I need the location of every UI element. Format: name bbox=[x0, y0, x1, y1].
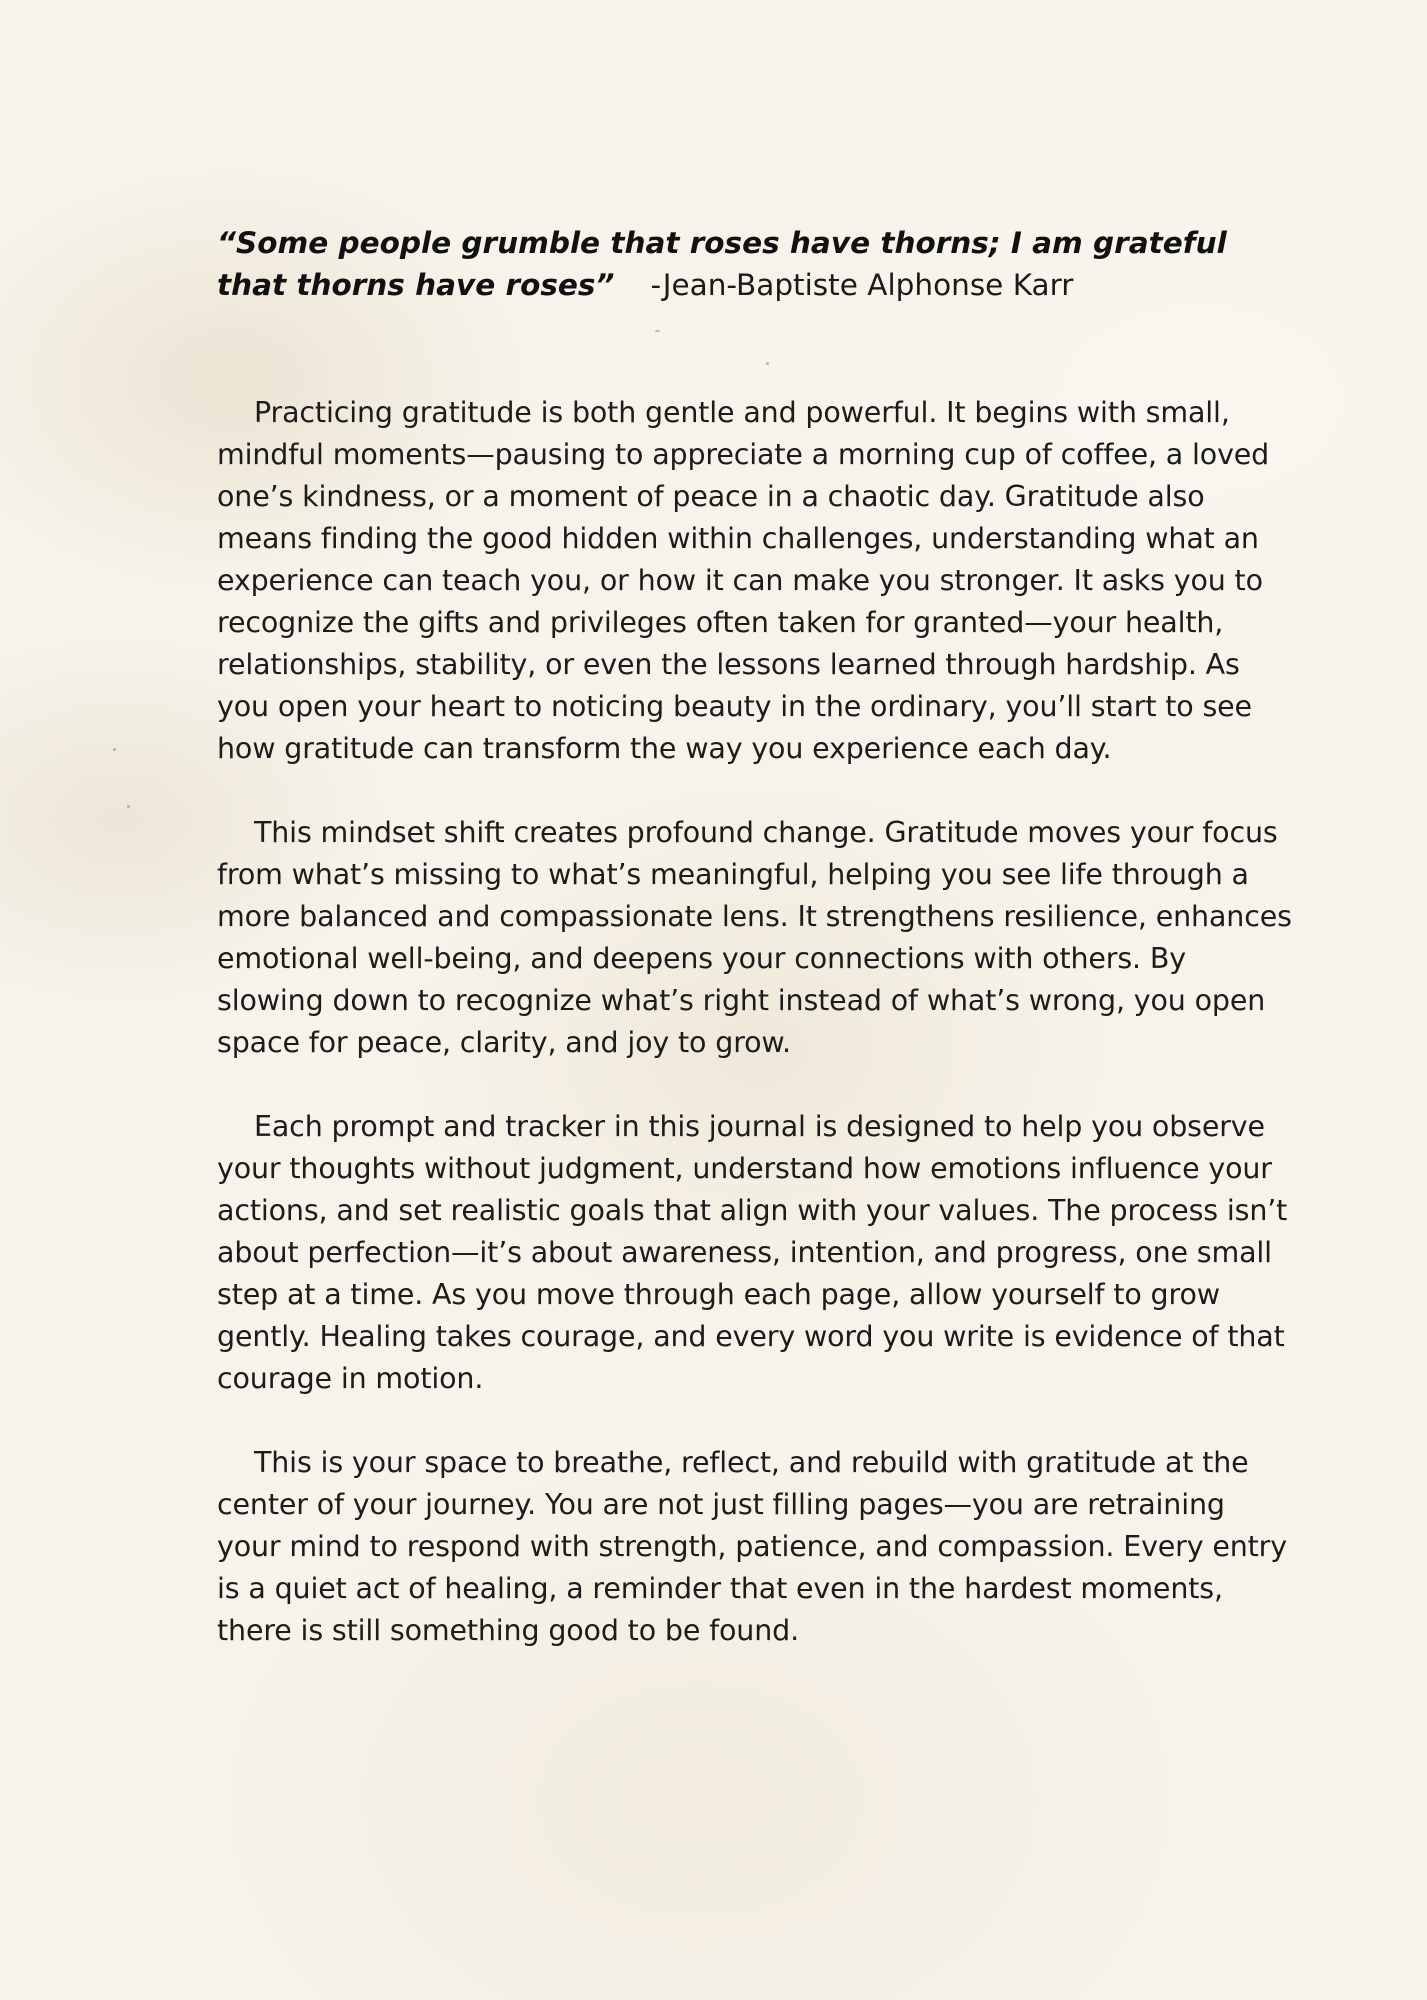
paragraph: Each prompt and tracker in this journal is designed to help you observe your thoughts without judgment, understand how emotions influence your actions, and set realistic goals that align with your values. The process isn’t about perfection—it’s about awareness, intention, and progress, one small step at a time. As you move through each page, allow yourself to grow gently. Healing takes courage, and every word you write is evidence of that courage in motion. bbox=[217, 1110, 1288, 1395]
body-text bbox=[217, 392, 1297, 1652]
quote-text: “Some people grumble that roses have thorns; I am grateful that thorns have roses” bbox=[217, 226, 1227, 302]
document-page bbox=[217, 222, 1297, 1694]
epigraph-quote bbox=[217, 222, 1297, 306]
quote-author: -Jean-Baptiste Alphonse Karr bbox=[650, 268, 1074, 302]
paper-speck bbox=[127, 805, 130, 808]
paragraph: Practicing gratitude is both gentle and powerful. It begins with small, mindful moments—pausing to appreciate a morning cup of coffee, a loved one’s kindness, or a moment of peace in a chaotic day. Gratitude also means finding the good hidden within challenges, understanding what an experience can teach you, or how it can make you stronger. It asks you to recognize the gifts and privileges often taken for granted—your health, relationships, stability, or even the lessons learned through hardship. As you open your heart to noticing beauty in the ordinary, you’ll start to see how gratitude can transform the way you experience each day. bbox=[217, 396, 1270, 765]
paragraph: This mindset shift creates profound change. Gratitude moves your focus from what’s missing to what’s meaningful, helping you see life through a more balanced and compassionate lens. It strengthens resilience, enhances emotional well-being, and deepens your connections with others. By slowing down to recognize what’s right instead of what’s wrong, you open space for peace, clarity, and joy to grow. bbox=[217, 816, 1292, 1059]
paper-speck bbox=[113, 748, 116, 751]
paragraph: This is your space to breathe, reflect, and rebuild with gratitude at the center of your journey. You are not just filling pages—you are retraining your mind to respond with strength, patience, and compassion. Every entry is a quiet act of healing, a reminder that even in the hardest moments, there is still something good to be found. bbox=[217, 1446, 1287, 1647]
